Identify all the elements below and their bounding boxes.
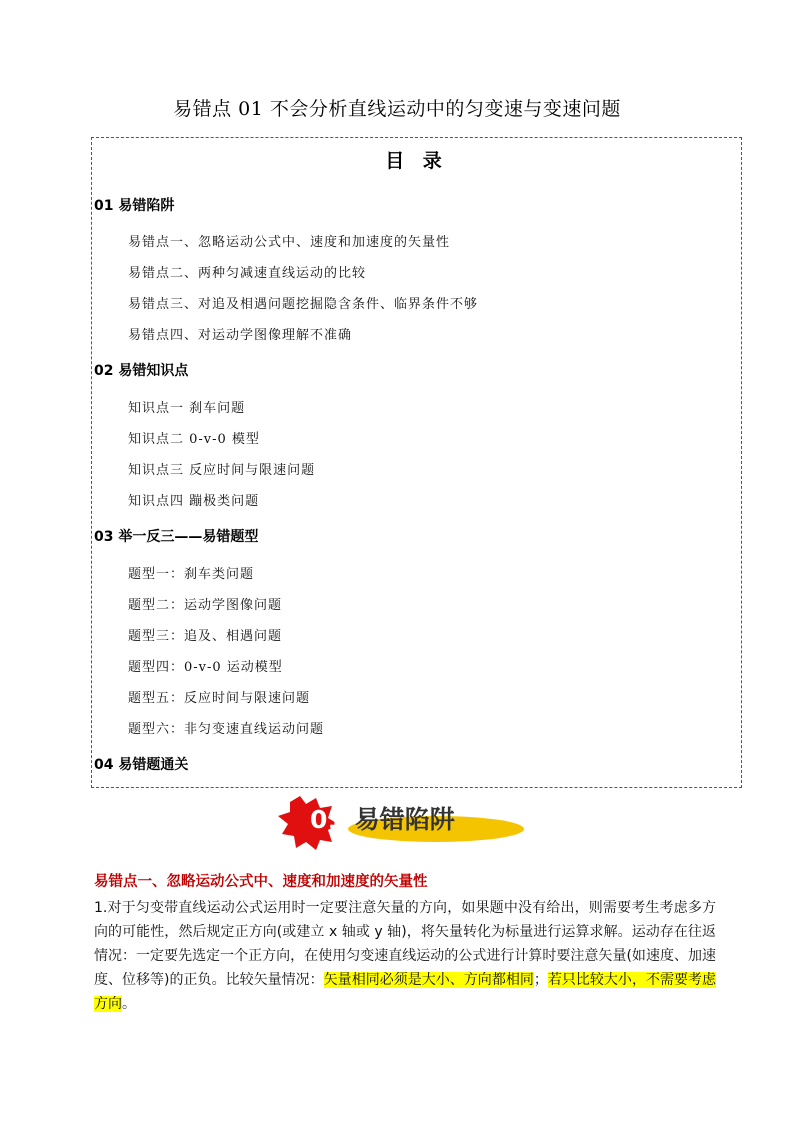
paragraph-text: 1.对于匀变带直线运动公式运用时一定要注意矢量的方向，如果题中没有给出，则需要考生考虑多方向的可能性，然后规定正方向(或建立 x 轴或 y 轴)，将矢量转化为标量进行运算求解。运动存在往返情况：一定要先选定一个正方向，在使用匀变速直线运动的公式进行计算时要注意矢量(如速度、加速度、位移等)的正负。比较矢量情况：	[94, 900, 716, 988]
toc-section-4[interactable]: 04 易错题通关	[94, 757, 189, 773]
toc-item[interactable]: 题型一：刹车类问题	[128, 567, 255, 582]
separator-text: ；	[533, 972, 548, 988]
table-of-contents	[91, 137, 742, 788]
toc-item[interactable]: 知识点四 蹦极类问题	[128, 494, 260, 509]
toc-section-2[interactable]: 02 易错知识点	[94, 363, 189, 379]
toc-heading: 目 录	[385, 150, 448, 172]
toc-item[interactable]: 易错点一、忽略运动公式中、速度和加速度的矢量性	[128, 235, 451, 250]
toc-item[interactable]: 题型五：反应时间与限速问题	[128, 691, 311, 706]
banner-label: 易错陷阱	[354, 805, 455, 834]
highlighted-text: 矢量相同必须是大小、方向都相同	[323, 972, 534, 988]
toc-item[interactable]: 易错点四、对运动学图像理解不准确	[128, 328, 353, 343]
paragraph-end: 。	[122, 996, 136, 1012]
toc-item[interactable]: 题型四：0-v-0 运动模型	[128, 660, 283, 675]
toc-item[interactable]: 知识点二 0-v-0 模型	[128, 432, 260, 447]
page-title: 易错点 01 不会分析直线运动中的匀变速与变速问题	[173, 98, 621, 120]
toc-item[interactable]: 题型六：非匀变速直线运动问题	[128, 722, 325, 737]
section-banner	[310, 800, 455, 836]
toc-item[interactable]: 易错点三、对追及相遇问题挖掘隐含条件、临界条件不够	[128, 297, 479, 312]
body-paragraph	[94, 896, 716, 1016]
toc-section-3[interactable]: 03 举一反三——易错题型	[94, 529, 259, 545]
toc-item[interactable]: 题型二：运动学图像问题	[128, 598, 283, 613]
section-heading: 易错点一、忽略运动公式中、速度和加速度的矢量性	[94, 874, 428, 890]
toc-item[interactable]: 知识点三 反应时间与限速问题	[128, 463, 316, 478]
highlighted-text: 若只比较大小，不需要考虑方向	[94, 972, 717, 1012]
toc-item[interactable]: 易错点二、两种匀减速直线运动的比较	[128, 266, 367, 281]
toc-section-1[interactable]: 01 易错陷阱	[94, 198, 175, 214]
banner-number: 01	[310, 805, 345, 834]
toc-item[interactable]: 题型三：追及、相遇问题	[128, 629, 283, 644]
toc-item[interactable]: 知识点一 刹车问题	[128, 401, 246, 416]
